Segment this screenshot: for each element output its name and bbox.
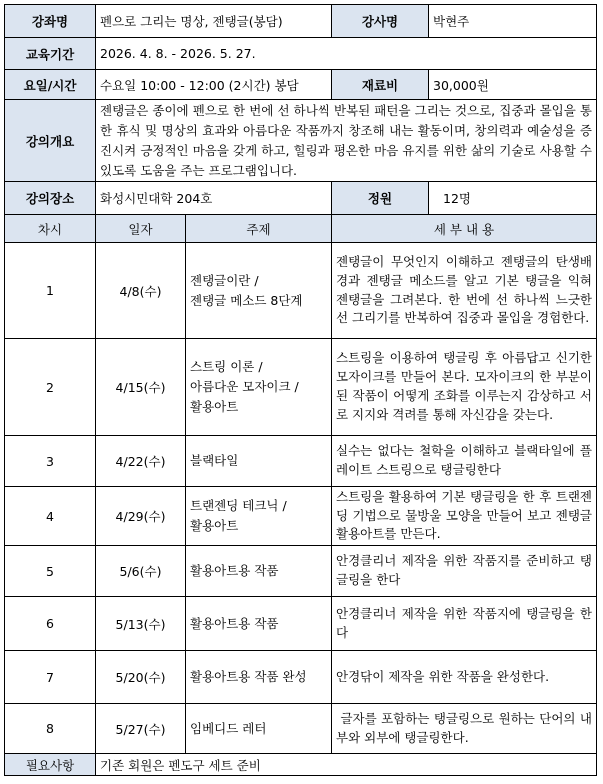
table-row: [5, 704, 597, 754]
table-row: [5, 436, 597, 487]
session-topic: 임베디드 레터: [186, 704, 332, 754]
table-row: [5, 597, 597, 651]
table-row: [5, 487, 597, 546]
material-fee-value: 30,000원: [429, 70, 597, 100]
location-label: 강의장소: [5, 182, 96, 215]
session-date: 5/6(수): [96, 546, 186, 597]
course-name-label: 강좌명: [5, 5, 96, 38]
session-topic: 젠탱글이란 / 젠탱글 메소드 8단계: [186, 243, 332, 339]
column-session: 차시: [5, 215, 96, 243]
column-date: 일자: [96, 215, 186, 243]
overview-label: 강의개요: [5, 100, 96, 182]
overview-row: [5, 100, 597, 182]
session-date: 4/15(수): [96, 339, 186, 436]
session-topic: 활용아트용 작품 완성: [186, 651, 332, 704]
session-topic: 활용아트용 작품: [186, 546, 332, 597]
session-number: 3: [5, 436, 96, 487]
session-date: 4/8(수): [96, 243, 186, 339]
period-value: 2026. 4. 8. - 2026. 5. 27.: [96, 38, 597, 70]
session-date: 5/13(수): [96, 597, 186, 651]
session-details: 글자를 포함하는 탱글링으로 원하는 단어의 내부와 외부에 탱글링한다.: [332, 704, 597, 754]
location-value: 화성시민대학 204호: [96, 182, 332, 215]
session-date: 5/27(수): [96, 704, 186, 754]
session-topic: 트랜젠딩 테크닉 / 활용아트: [186, 487, 332, 546]
session-date: 5/20(수): [96, 651, 186, 704]
session-details: 젠탱글이 무엇인지 이해하고 젠탱글의 탄생배경과 젠탱글 메소드를 알고 기본 탱글을 익혀 젠탱글을 그려본다. 한 번에 선 하나씩 느긋한 선 그리기를 반복하여 집중과 몰입을 경험한다.: [332, 243, 597, 339]
session-topic: 활용아트용 작품: [186, 597, 332, 651]
overview-text: 젠탱글은 종이에 펜으로 한 번에 선 하나씩 반복된 패턴을 그리는 것으로, 집중과 몰입을 통한 휴식 및 명상의 효과와 아름다운 작품까지 창조해 내는 활동이며, 창의력과 예술성을 증진시켜 긍정적인 마음을 갖게 하고, 힐링과 평온한 마음 유지를 위한 삶의 기술로 사용할 수 있도록 도움을 주는 프로그램입니다.: [96, 100, 597, 182]
note-row: [5, 754, 597, 776]
material-fee-label: 재료비: [332, 70, 429, 100]
table-row: [5, 339, 597, 436]
capacity-value: 12명: [429, 182, 597, 215]
period-row: [5, 38, 597, 70]
course-name-value: 펜으로 그리는 명상, 젠탱글(봉담): [96, 5, 332, 38]
session-details: 실수는 없다는 철학을 이해하고 블랙타일에 플레이트 스트링으로 탱글링한다: [332, 436, 597, 487]
session-date: 4/29(수): [96, 487, 186, 546]
session-number: 1: [5, 243, 96, 339]
column-topic: 주제: [186, 215, 332, 243]
session-topic: 스트링 이론 / 아름다운 모자이크 / 활용아트: [186, 339, 332, 436]
table-row: [5, 243, 597, 339]
session-details: 스트링을 활용하여 기본 탱글링을 한 후 트랜젠딩 기법으로 물방울 모양을 만들어 보고 젠탱글 활용아트를 만든다.: [332, 487, 597, 546]
session-details: 안경닦이 제작을 위한 작품을 완성한다.: [332, 651, 597, 704]
column-details: 세 부 내 용: [332, 215, 597, 243]
session-date: 4/22(수): [96, 436, 186, 487]
session-number: 2: [5, 339, 96, 436]
schedule-row: [5, 70, 597, 100]
session-number: 7: [5, 651, 96, 704]
table-row: [5, 546, 597, 597]
session-number: 5: [5, 546, 96, 597]
instructor-value: 박현주: [429, 5, 597, 38]
session-details: 스트링을 이용하여 탱글링 후 아름답고 신기한 모자이크를 만들어 본다. 모자이크의 한 부분이 된 작품이 어떻게 조화를 이루는지 감상하고 서로 지지와 격려를 통해 자신감을 갖는다.: [332, 339, 597, 436]
instructor-label: 강사명: [332, 5, 429, 38]
period-label: 교육기간: [5, 38, 96, 70]
table-row: [5, 651, 597, 704]
session-topic: 블랙타일: [186, 436, 332, 487]
session-number: 6: [5, 597, 96, 651]
session-number: 8: [5, 704, 96, 754]
capacity-label: 정원: [332, 182, 429, 215]
note-label: 필요사항: [5, 754, 96, 776]
course-syllabus-table: [4, 4, 597, 776]
schedule-value: 수요일 10:00 - 12:00 (2시간) 봉담: [96, 70, 332, 100]
note-value: 기존 회원은 펜도구 세트 준비: [96, 754, 597, 776]
course-name-row: [5, 5, 597, 38]
columns-header-row: [5, 215, 597, 243]
location-row: [5, 182, 597, 215]
session-details: 안경클리너 제작을 위한 작품지를 준비하고 탱글링을 한다: [332, 546, 597, 597]
schedule-label: 요일/시간: [5, 70, 96, 100]
session-number: 4: [5, 487, 96, 546]
session-details: 안경클리너 제작을 위한 작품지에 탱글링을 한다: [332, 597, 597, 651]
